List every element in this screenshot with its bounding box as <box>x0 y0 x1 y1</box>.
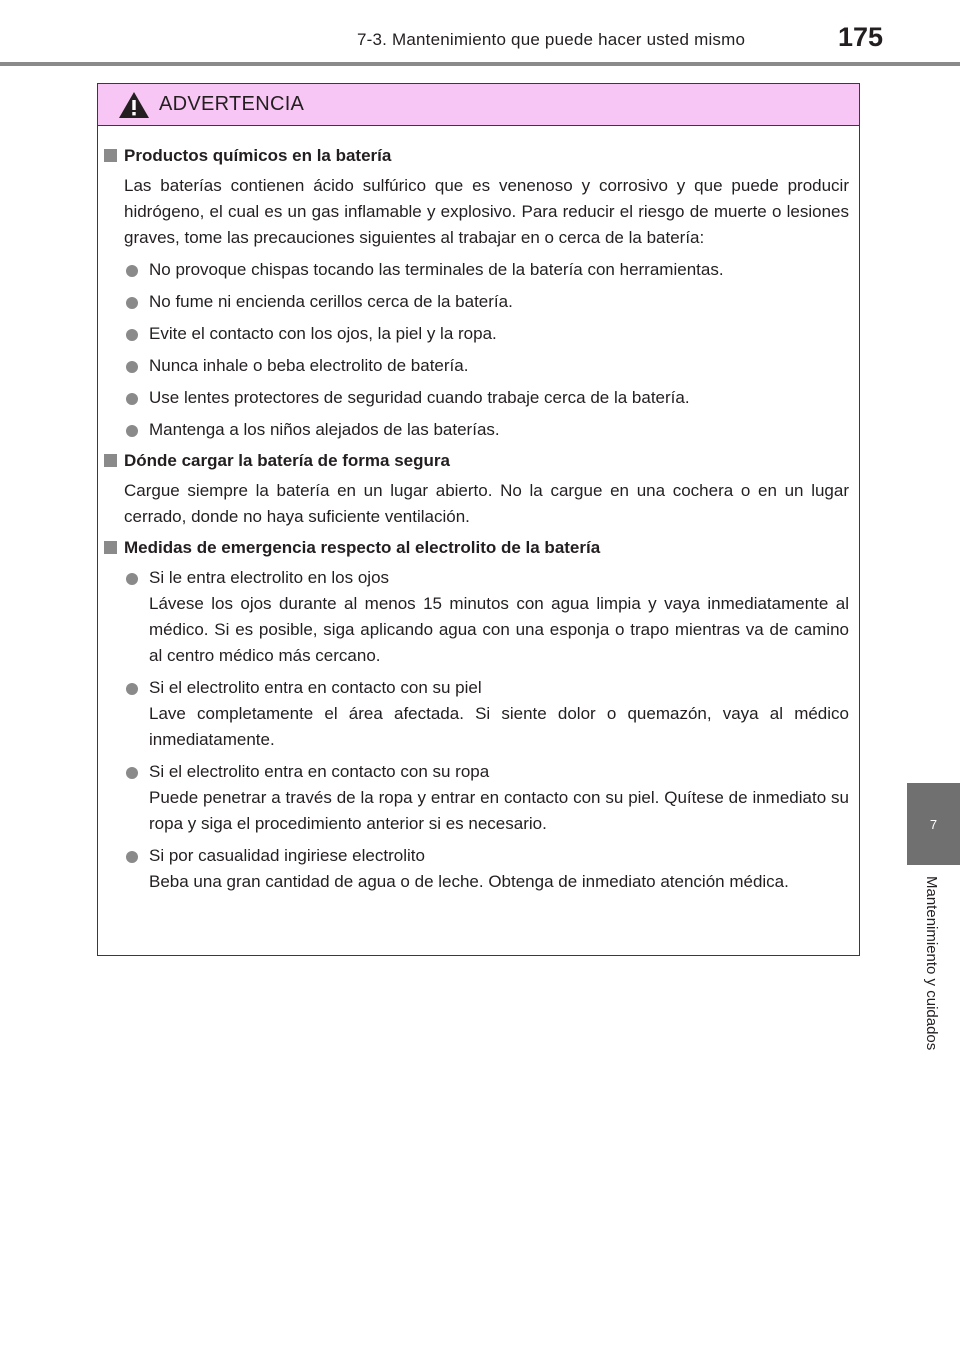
section-intro-chemicals: Las baterías contienen ácido sulfúrico que es venenoso y corrosivo y que puede producir hidrógeno, el cual es un gas inflamable y explosivo. Para reducir el riesgo de muerte o lesiones graves, tome las precauciones siguientes al trabajar en o cerca de la batería: <box>124 176 849 247</box>
header-divider <box>0 62 960 66</box>
list-item-text: Lávese los ojos durante al menos 15 minutos con agua limpia y vaya inmediatamente al médico. Si es posible, siga aplicando agua con una esponja o trapo mientras va de camino al centro médico más cercano. <box>149 594 849 665</box>
list-item <box>104 759 849 837</box>
list-item: No provoque chispas tocando las terminales de la batería con herramientas. <box>104 257 849 283</box>
chapter-tab <box>907 783 960 865</box>
list-item-text: Puede penetrar a través de la ropa y entrar en contacto con su piel. Quítese de inmediato su ropa y siga el procedimiento anterior si es necesario. <box>149 788 849 833</box>
warning-title: ADVERTENCIA <box>159 93 305 115</box>
list-item <box>104 843 849 895</box>
list-item <box>104 565 849 669</box>
list-item: Nunca inhale o beba electrolito de batería. <box>104 353 849 379</box>
warning-box <box>97 83 860 956</box>
list-item: No fume ni encienda cerillos cerca de la batería. <box>104 289 849 315</box>
list-item <box>104 675 849 753</box>
header-section-title: 7-3. Mantenimiento que puede hacer usted mismo <box>357 30 746 49</box>
chapter-number: 7 <box>929 816 938 832</box>
list-item-text: Beba una gran cantidad de agua o de leche. Obtenga de inmediato atención médica. <box>149 872 789 891</box>
list-item-title: Si le entra electrolito en los ojos <box>149 568 390 587</box>
list-item: Mantenga a los niños alejados de las baterías. <box>104 417 849 443</box>
section-heading-chemicals: Productos químicos en la batería <box>104 144 849 168</box>
list-item: Evite el contacto con los ojos, la piel y la ropa. <box>104 321 849 347</box>
list-item-title: Si el electrolito entra en contacto con su ropa <box>149 762 490 781</box>
warning-header <box>98 84 859 126</box>
section-heading-emergency: Medidas de emergencia respecto al electrolito de la batería <box>104 536 849 560</box>
warning-body <box>98 126 859 895</box>
list-item-text: Lave completamente el área afectada. Si siente dolor o quemazón, vaya al médico inmediatamente. <box>149 704 849 749</box>
list-item-title: Si el electrolito entra en contacto con su piel <box>149 678 482 697</box>
list-item: Use lentes protectores de seguridad cuando trabaje cerca de la batería. <box>104 385 849 411</box>
warning-triangle-icon <box>117 90 151 120</box>
chapter-side-label: Mantenimiento y cuidados <box>923 876 940 1051</box>
page-number: 175 <box>838 22 884 52</box>
section-heading-charging: Dónde cargar la batería de forma segura <box>104 449 849 473</box>
section-intro-charging: Cargue siempre la batería en un lugar abierto. No la cargue en una cochera o en un lugar cerrado, donde no haya suficiente ventilación. <box>124 481 849 526</box>
list-item-title: Si por casualidad ingiriese electrolito <box>149 846 425 865</box>
